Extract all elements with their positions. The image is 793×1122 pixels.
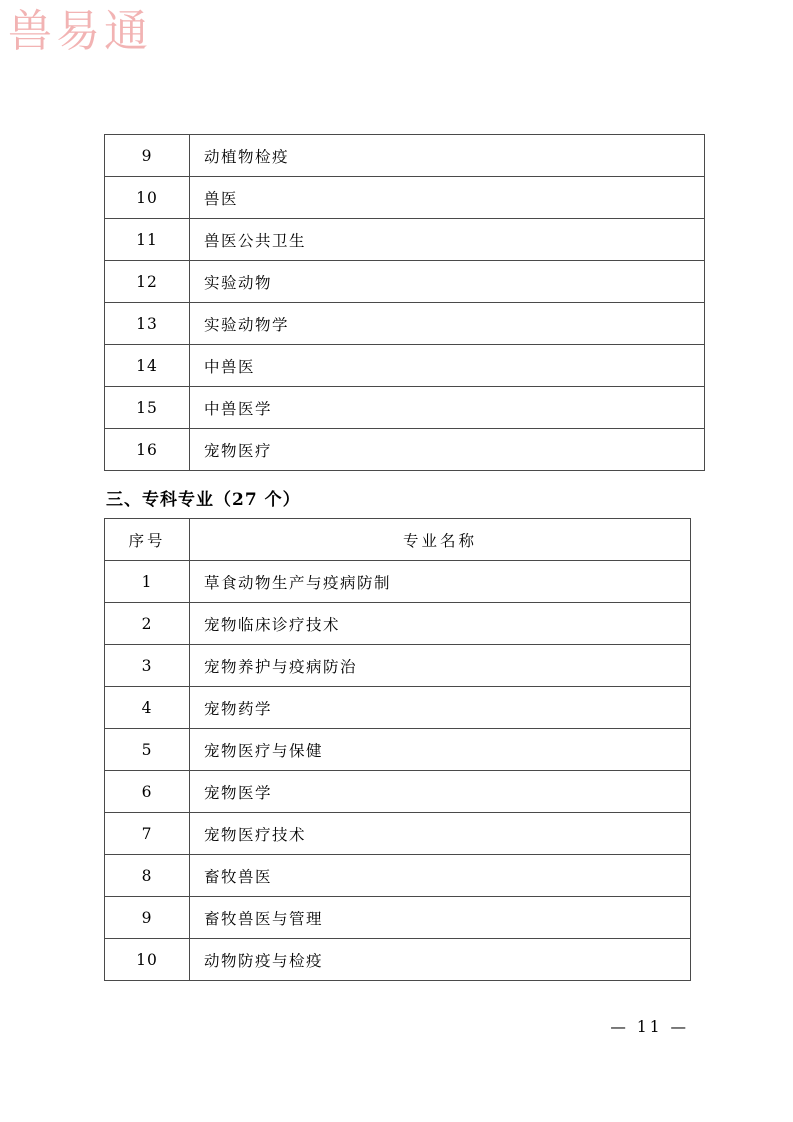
row-major-name: 畜牧兽医与管理 xyxy=(190,897,691,939)
row-number: 12 xyxy=(105,261,190,303)
table-row xyxy=(105,261,705,303)
table-row xyxy=(105,345,705,387)
college-majors-table xyxy=(104,518,691,981)
table-row xyxy=(105,813,691,855)
section-heading: 三、专科专业（27 个） xyxy=(106,490,301,510)
row-major-name: 中兽医 xyxy=(190,345,705,387)
row-number: 8 xyxy=(105,855,190,897)
row-number: 5 xyxy=(105,729,190,771)
row-number: 3 xyxy=(105,645,190,687)
row-number: 9 xyxy=(105,897,190,939)
table-row xyxy=(105,561,691,603)
table-row xyxy=(105,645,691,687)
table-row xyxy=(105,687,691,729)
row-major-name: 宠物临床诊疗技术 xyxy=(190,603,691,645)
row-number: 2 xyxy=(105,603,190,645)
row-major-name: 实验动物学 xyxy=(190,303,705,345)
row-major-name: 兽医 xyxy=(190,177,705,219)
row-major-name: 动植物检疫 xyxy=(190,135,705,177)
table-row xyxy=(105,219,705,261)
row-major-name: 中兽医学 xyxy=(190,387,705,429)
table-body-bottom xyxy=(105,519,691,981)
row-major-name: 实验动物 xyxy=(190,261,705,303)
row-number: 10 xyxy=(105,939,190,981)
row-major-name: 宠物医学 xyxy=(190,771,691,813)
table-row xyxy=(105,855,691,897)
row-number: 14 xyxy=(105,345,190,387)
header-major-name: 专业名称 xyxy=(190,519,691,561)
row-number: 11 xyxy=(105,219,190,261)
row-major-name: 畜牧兽医 xyxy=(190,855,691,897)
table-row xyxy=(105,303,705,345)
table-row xyxy=(105,387,705,429)
row-number: 1 xyxy=(105,561,190,603)
watermark-logo: 兽易通 xyxy=(8,6,152,57)
table-row xyxy=(105,771,691,813)
row-major-name: 兽医公共卫生 xyxy=(190,219,705,261)
table-row xyxy=(105,729,691,771)
row-number: 4 xyxy=(105,687,190,729)
document-content xyxy=(104,134,689,981)
row-major-name: 宠物养护与疫病防治 xyxy=(190,645,691,687)
table-row xyxy=(105,603,691,645)
table-header-row xyxy=(105,519,691,561)
row-number: 16 xyxy=(105,429,190,471)
row-number: 10 xyxy=(105,177,190,219)
undergraduate-majors-table xyxy=(104,134,705,471)
row-number: 13 xyxy=(105,303,190,345)
table-row xyxy=(105,939,691,981)
table-row xyxy=(105,135,705,177)
row-major-name: 宠物药学 xyxy=(190,687,691,729)
row-number: 9 xyxy=(105,135,190,177)
row-major-name: 动物防疫与检疫 xyxy=(190,939,691,981)
row-number: 6 xyxy=(105,771,190,813)
row-major-name: 宠物医疗 xyxy=(190,429,705,471)
table-row xyxy=(105,897,691,939)
row-major-name: 宠物医疗技术 xyxy=(190,813,691,855)
header-number: 序号 xyxy=(105,519,190,561)
table-body-top xyxy=(105,135,705,471)
row-major-name: 草食动物生产与疫病防制 xyxy=(190,561,691,603)
row-number: 7 xyxy=(105,813,190,855)
table-row xyxy=(105,429,705,471)
table-row xyxy=(105,177,705,219)
row-number: 15 xyxy=(105,387,190,429)
page-number: — 11 — xyxy=(610,1018,689,1036)
row-major-name: 宠物医疗与保健 xyxy=(190,729,691,771)
